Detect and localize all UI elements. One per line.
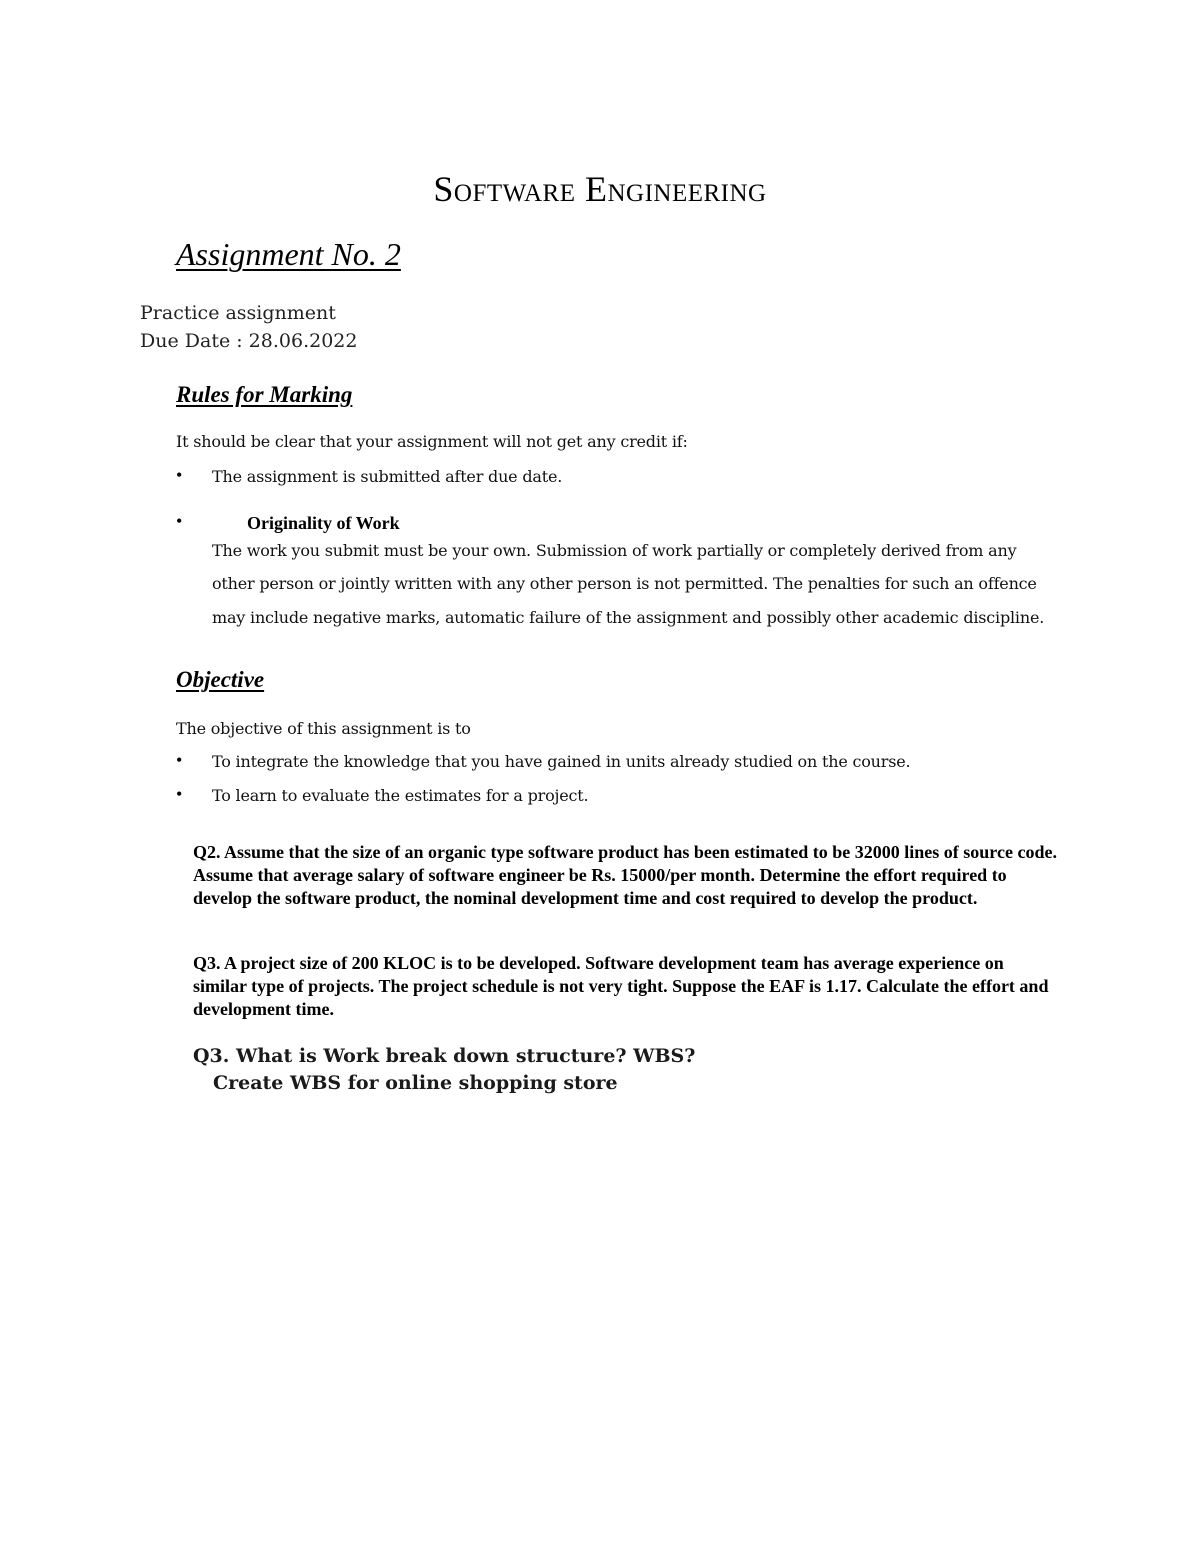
rules-bullet-late: The assignment is submitted after due date. xyxy=(212,467,563,486)
originality-line-2: other person or jointly written with any other person is not permitted. The penalties for such an offence xyxy=(212,574,1037,593)
document-title: Software Engineering xyxy=(433,169,767,209)
question-q2: Q2. Assume that the size of an organic type software product has been estimated to be 32000 lines of source code. Assume that average salary of software engineer be Rs. 15000/per month. Determine the effort required to develop the software product, the nominal development time and cost required to develop the product. xyxy=(193,842,1057,908)
bullet-dot: • xyxy=(176,465,183,485)
objective-heading: Objective xyxy=(176,667,265,692)
question-wbs-line-1: Q3. What is Work break down structure? WBS? xyxy=(193,1045,696,1067)
objective-bullet-2: To learn to evaluate the estimates for a project. xyxy=(212,786,589,805)
originality-line-3: may include negative marks, automatic failure of the assignment and possibly other academic discipline. xyxy=(212,608,1045,627)
bullet-dot: • xyxy=(176,511,183,531)
bullet-dot: • xyxy=(176,750,183,770)
rules-heading: Rules for Marking xyxy=(176,382,353,407)
due-date-line: Due Date : 28.06.2022 xyxy=(140,330,358,352)
assignment-title: Assignment No. 2 xyxy=(176,236,401,272)
practice-line: Practice assignment xyxy=(140,302,336,324)
question-q3: Q3. A project size of 200 KLOC is to be developed. Software development team has average experience on similar type of projects. The project schedule is not very tight. Suppose the EAF is 1.17. Calculate the effort and development time. xyxy=(193,953,1049,1019)
question-wbs-line-2: Create WBS for online shopping store xyxy=(213,1072,618,1094)
objective-intro: The objective of this assignment is to xyxy=(176,719,471,738)
originality-heading: Originality of Work xyxy=(247,513,400,533)
objective-bullet-1: To integrate the knowledge that you have gained in units already studied on the course. xyxy=(212,752,911,771)
originality-line-1: The work you submit must be your own. Submission of work partially or completely derived from any xyxy=(212,541,1017,560)
bullet-dot: • xyxy=(176,784,183,804)
rules-intro: It should be clear that your assignment will not get any credit if: xyxy=(176,432,688,451)
